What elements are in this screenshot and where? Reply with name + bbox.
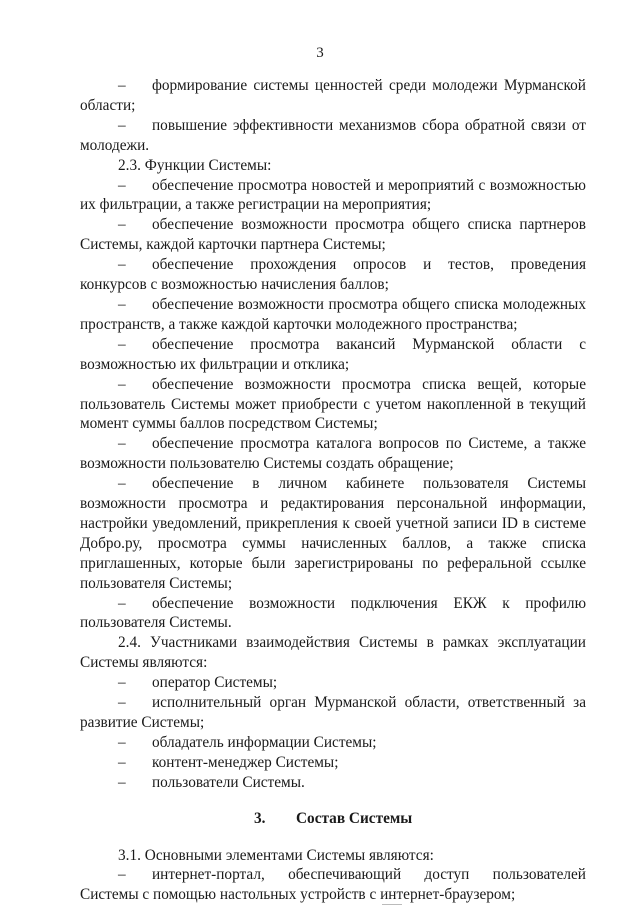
list-dash: – (118, 216, 126, 234)
list-item (80, 673, 586, 693)
list-dash: – (118, 475, 126, 493)
list-dash: – (118, 256, 126, 274)
list-item (80, 375, 586, 435)
list-item-text: обеспечение возможности просмотра общего списка партнеров Системы, каждой карточки партнера Системы; (80, 216, 586, 254)
list-item (80, 335, 586, 375)
list-dash: – (118, 176, 126, 194)
list-item (80, 753, 586, 773)
list-dash: – (118, 77, 126, 94)
list-item (80, 255, 586, 295)
list-item (80, 865, 586, 905)
section-heading-3 (80, 809, 586, 829)
list-dash: – (118, 375, 126, 393)
list-dash: – (118, 116, 126, 134)
list-dash: – (118, 866, 126, 884)
list-item-text: обеспечение возможности подключения ЕКЖ к профилю пользователя Системы. (80, 594, 586, 632)
list-item-text: оператор Системы; (152, 674, 278, 692)
list-dash: – (118, 753, 126, 771)
list-item-text: обеспечение возможности просмотра общего списка молодежных пространств, а также каждой карточки молодежного пространства; (80, 295, 586, 333)
page-number: 3 (316, 45, 324, 61)
list-item (80, 76, 586, 116)
list-item-text: исполнительный орган Мурманской области, ответственный за развитие Системы; (80, 694, 586, 731)
list-item (80, 176, 586, 216)
section-title: Состав Системы (296, 809, 413, 827)
clause-heading-2-3: 2.3. Функции Системы: (118, 156, 272, 174)
document-body (80, 76, 586, 905)
list-dash: – (118, 594, 126, 612)
section-number: 3. (254, 809, 266, 827)
list-dash: – (118, 694, 126, 712)
list-item-text: обеспечение в личном кабинете пользователя Системы возможности просмотра и редактирования персональной информации, настройки уведомлений, прикрепления к своей учетной записи ID в системе Добро.ру, просмотра суммы начисленных баллов, а также списка приглашенных, которые были зарегистрированы по реферальной ссылке пользователя Системы; (80, 475, 586, 592)
list-dash: – (118, 733, 126, 751)
list-item (80, 693, 586, 733)
list-item (80, 434, 586, 474)
list-dash: – (118, 435, 126, 453)
list-item (80, 594, 586, 634)
list-dash: – (118, 335, 126, 353)
list-item (80, 733, 586, 753)
list-item-text: повышение эффективности механизмов сбора обратной связи от молодежи. (80, 116, 586, 154)
list-item-text: пользователи Системы. (152, 773, 305, 791)
list-item-text: обладатель информации Системы; (152, 733, 377, 751)
clause-heading-3-1: 3.1. Основными элементами Системы являются: (118, 846, 434, 864)
list-item (80, 116, 586, 156)
list-item (80, 474, 586, 593)
list-item-text: интернет-портал, обеспечивающий доступ пользователей Системы с помощью настольных устройств с интернет-браузером; (80, 866, 586, 904)
list-item-text: обеспечение просмотра новостей и мероприятий с возможностью их фильтрации, а также регистрации на мероприятия; (80, 176, 586, 214)
clause-heading-2-4: 2.4. Участниками взаимодействия Системы в рамках эксплуатации Системы являются: (80, 634, 586, 672)
list-item (80, 773, 586, 793)
list-item-text: обеспечение прохождения опросов и тестов, проведения конкурсов с возможностью начисления баллов; (80, 256, 586, 294)
list-dash: – (118, 295, 126, 313)
list-item (80, 215, 586, 255)
list-dash: – (118, 674, 126, 692)
list-item-text: контент-менеджер Системы; (152, 753, 339, 771)
list-item-text: обеспечение просмотра каталога вопросов по Системе, а также возможности пользователю Системы создать обращение; (80, 435, 586, 473)
list-item-text: обеспечение возможности просмотра списка вещей, которые пользователь Системы может приобрести с учетом накопленной в текущий момент суммы баллов посредством Системы; (80, 375, 586, 433)
bottom-divider (382, 904, 402, 905)
list-item-text: формирование системы ценностей среди молодежи Мурманской области; (80, 77, 586, 114)
list-item (80, 295, 586, 335)
list-dash: – (118, 773, 126, 791)
list-item-text: обеспечение просмотра вакансий Мурманской области с возможностью их фильтрации и отклика; (80, 335, 586, 373)
